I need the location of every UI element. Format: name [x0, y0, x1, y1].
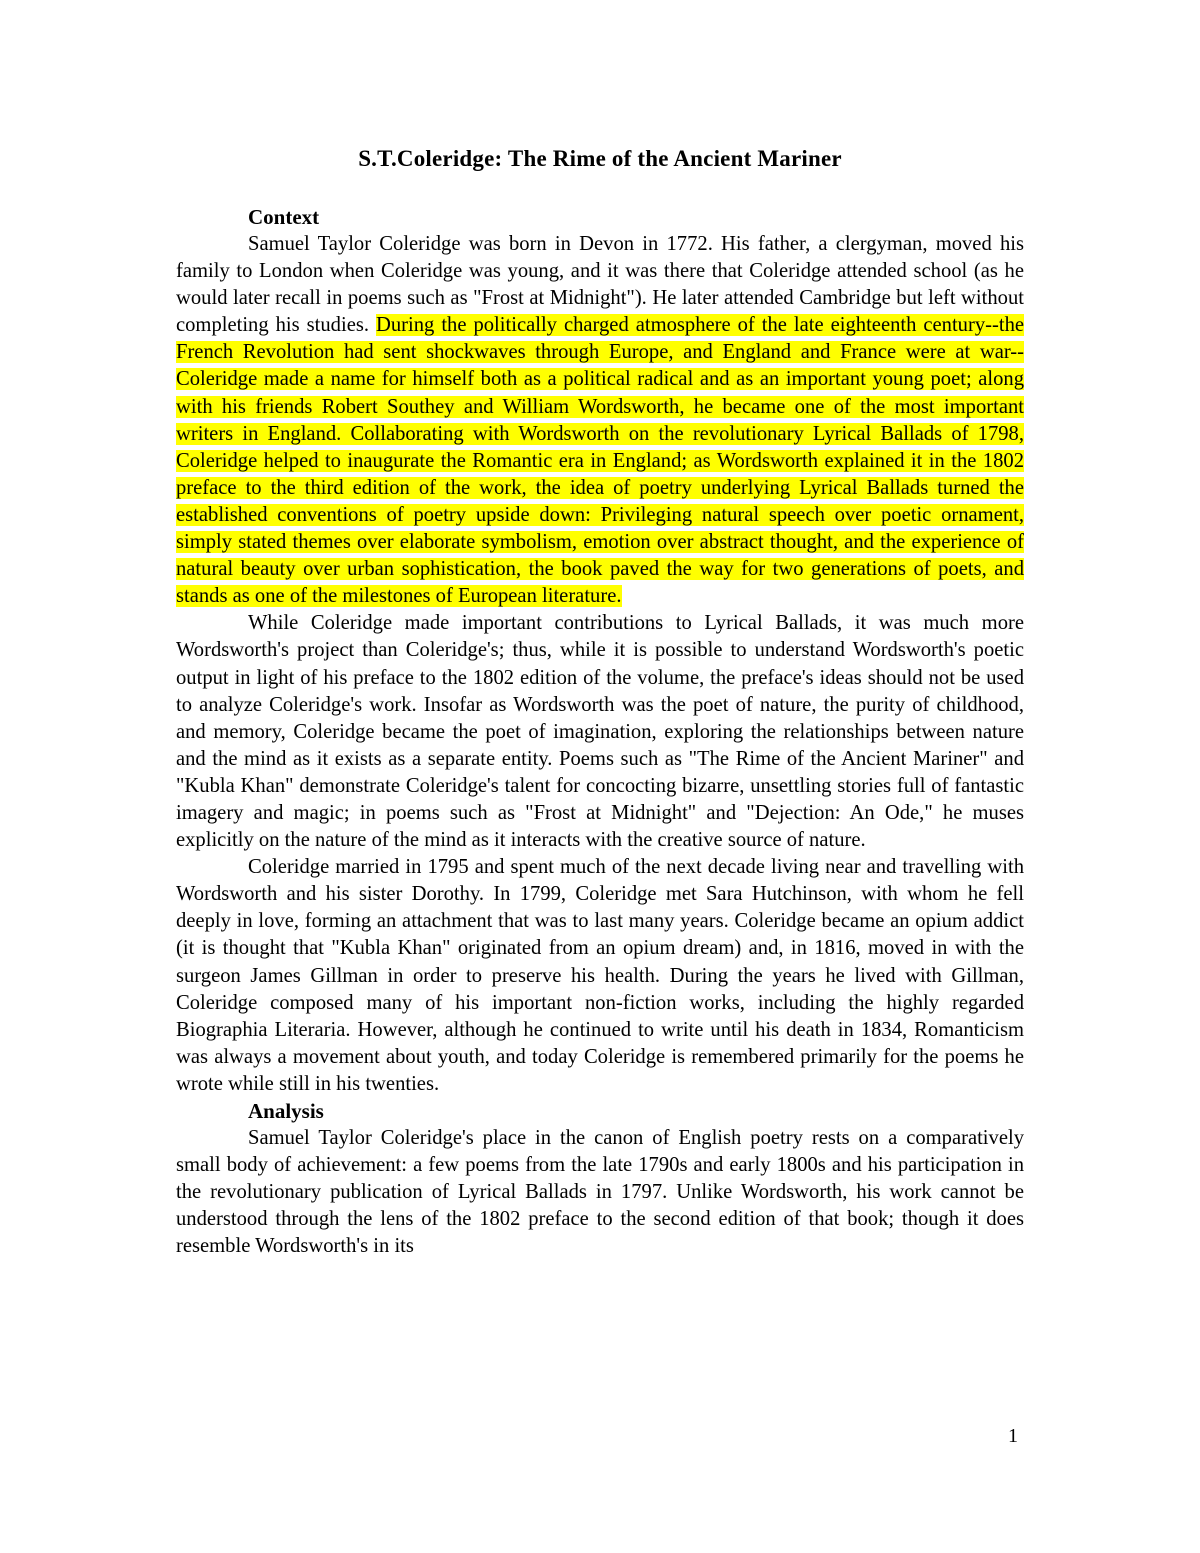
page-number: 1 — [1008, 1425, 1018, 1447]
context-paragraph-1-text: Samuel Taylor Coleridge was born in Devon in 1772. His father, a clergyman, moved his family to London when Coleridge was young, and it was there that Coleridge attended school (as he would later recall in poems such as "Frost at Midnight"). He later attended Cambridge but left without completing his studies. — [176, 233, 1024, 337]
analysis-paragraph-1: Samuel Taylor Coleridge's place in the canon of English poetry rests on a comparatively small body of achievement: a few poems from the late 1790s and early 1800s and his participation in the revolutionary publication of Lyrical Ballads in 1797. Unlike Wordsworth, his work cannot be understood through the lens of the 1802 preface to the second edition of that book; though it does resemble Wordsworth's in its — [176, 1127, 1024, 1258]
context-paragraph-3: Coleridge married in 1795 and spent much of the next decade living near and travelling with Wordsworth and his sister Dorothy. In 1799, Coleridge met Sara Hutchinson, with whom he fell deeply in love, forming an attachment that was to last many years. Coleridge became an opium addict (it is thought that "Kubla Khan" originated from an opium dream) and, in 1816, moved in with the surgeon James Gillman in order to preserve his health. During the years he lived with Gillman, Coleridge composed many of his important non-fiction works, including the highly regarded Biographia Literaria. However, although he continued to write until his death in 1834, Romanticism was always a movement about youth, and today Coleridge is remembered primarily for the poems he wrote while still in his twenties. — [176, 856, 1024, 1095]
highlighted-passage: During the politically charged atmosphere of the late eighteenth century--the French Revolution had sent shockwaves through Europe, and England and France were at war--Coleridge made a name for himself both as a political radical and as an important young poet; along with his friends Robert Southey and William Wordsworth, he became one of the most important writers in England. Collaborating with Wordsworth on the revolutionary Lyrical Ballads of 1798, Coleridge helped to inaugurate the Romantic era in England; as Wordsworth explained it in the 1802 preface to the third edition of the work, the idea of poetry underlying Lyrical Ballads turned the established conventions of poetry upside down: Privileging natural speech over poetic ornament, simply stated themes over elaborate symbolism, emotion over abstract thought, and the experience of natural beauty over urban sophistication, the book paved the way for two generations of poets, and stands as one of the milestones of European literature. — [176, 314, 1025, 608]
context-paragraph-1 — [176, 231, 1024, 610]
document-title: S.T.Coleridge: The Rime of the Ancient Mariner — [358, 146, 842, 171]
context-paragraph-2: While Coleridge made important contributions to Lyrical Ballads, it was much more Wordsworth's project than Coleridge's; thus, while it is possible to understand Wordsworth's poetic output in light of his preface to the 1802 edition of the volume, the preface's ideas should not be used to analyze Coleridge's work. Insofar as Wordsworth was the poet of nature, the purity of childhood, and memory, Coleridge became the poet of imagination, exploring the relationships between nature and the mind as it exists as a separate entity. Poems such as "The Rime of the Ancient Mariner" and "Kubla Khan" demonstrate Coleridge's talent for concocting bizarre, unsettling stories full of fantastic imagery and magic; in poems such as "Frost at Midnight" and "Dejection: An Ode," he muses explicitly on the nature of the mind as it interacts with the creative source of nature. — [176, 612, 1024, 852]
section-heading-context: Context — [248, 205, 320, 229]
document-body — [176, 140, 1024, 1260]
section-heading-analysis: Analysis — [248, 1099, 324, 1123]
